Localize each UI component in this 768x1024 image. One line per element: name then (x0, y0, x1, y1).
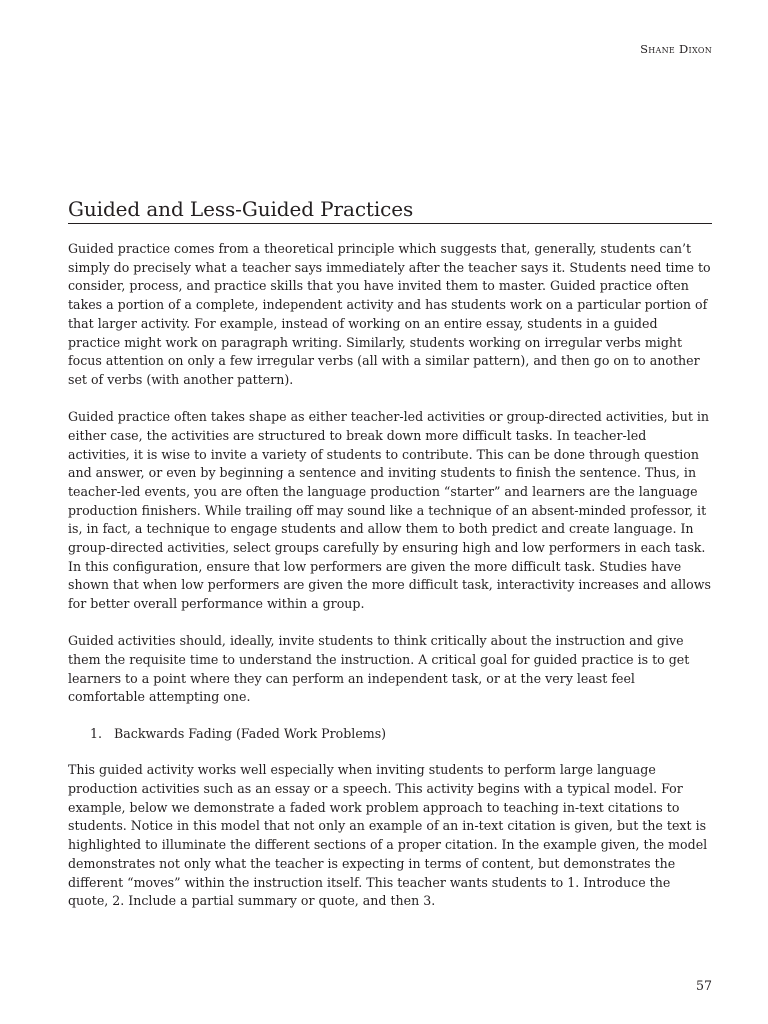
page-number: 57 (695, 978, 712, 993)
numbered-list (68, 725, 712, 744)
list-item-text: Backwards Fading (Faded Work Problems) (114, 726, 387, 742)
paragraph-backwards-fading: This guided activity works well especially when inviting students to perform large language production activities such as an essay or a speech. This activity begins with a typical model. For example, below we demonstrate a faded work problem approach to teaching in-text citations to students. Notice in this model that not only an example of an in-text citation is given, but the text is highlighted to illuminate the different sections of a proper citation. In the example given, the model demonstrates not only what the teacher is expecting in terms of content, but demonstrates the different “moves” within the instruction itself. This teacher wants students to 1. Introduce the quote, 2. Include a partial summary or quote, and then 3. (68, 762, 708, 909)
paragraph-guided-practice-intro: Guided practice comes from a theoretical principle which suggests that, generally, students can’t simply do precisely what a teacher says immediately after the teacher says it. Students need time to consider, process, and practice skills that you have invited them to master. Guided practice often takes a portion of a complete, independent activity and has students work on a particular portion of that larger activity. For example, instead of working on an entire essay, students in a guided practice might work on paragraph writing. Similarly, students working on irregular verbs might focus attention on only a few irregular verbs (all with a similar pattern), and then go on to another set of verbs (with another pattern). (68, 241, 711, 387)
section-heading: Guided and Less-Guided Practices (68, 196, 712, 224)
paragraph-teacher-group-activities: Guided practice often takes shape as either teacher-led activities or group-directed activities, but in either case, the activities are structured to break down more difficult tasks. In teacher-led activities, it is wise to invite a variety of students to contribute. This can be done through question and answer, or even by beginning a sentence and inviting students to finish the sentence. Thus, in teacher-led events, you are often the language production “starter” and learners are the language production finishers. While trailing off may sound like a technique of an absent-minded professor, it is, in fact, a technique to engage students and allow them to both predict and create language. In group-directed activities, select groups carefully by ensuring high and low performers in each task. In this configuration, ensure that low performers are given the more difficult task. Studies have shown that when low performers are given the more difficult task, interactivity increases and allows for better overall performance within a group. (68, 409, 711, 612)
paragraph-critical-thinking: Guided activities should, ideally, invite students to think critically about the instruction and give them the requisite time to understand the instruction. A critical goal for guided practice is to get learners to a point where they can perform an independent task, or at the very least feel comfortable attempting one. (68, 633, 690, 705)
running-head: Shane Dixon (640, 42, 712, 56)
list-item (90, 725, 712, 744)
list-item-number: 1. (90, 726, 103, 742)
page-content (68, 196, 712, 911)
